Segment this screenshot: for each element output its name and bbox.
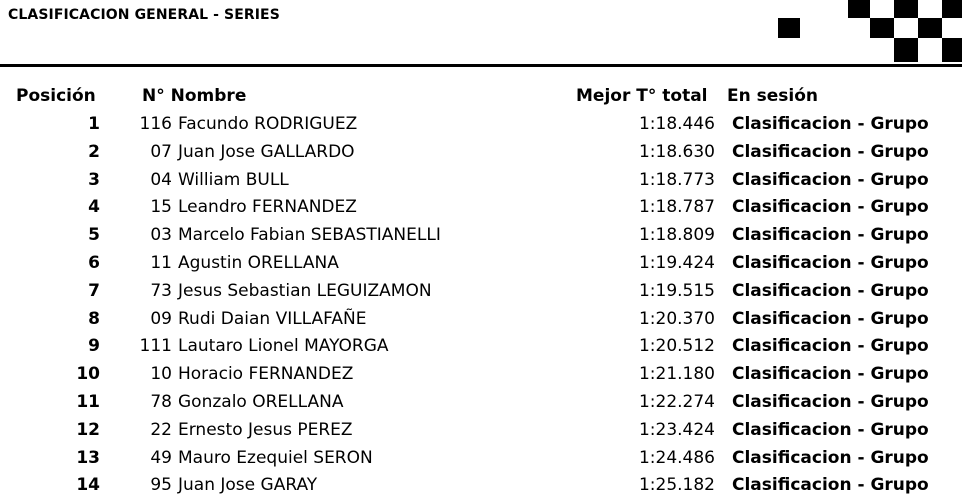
row-session: Clasificacion - Grupo: [732, 336, 929, 357]
row-best-time: 1:20.370: [638, 308, 715, 329]
table-row: [0, 364, 962, 392]
row-best-time: 1:21.180: [638, 364, 715, 385]
row-car-number: 95: [150, 475, 172, 496]
row-session: Clasificacion - Grupo: [732, 364, 929, 385]
row-best-time: 1:22.274: [638, 391, 715, 412]
row-car-number: 09: [150, 308, 172, 329]
table-row: [0, 420, 962, 448]
table-row: [0, 448, 962, 476]
row-session: Clasificacion - Grupo: [732, 169, 929, 190]
row-car-number: 78: [150, 391, 172, 412]
row-position: 12: [76, 419, 100, 440]
table-row: [0, 114, 962, 142]
row-position: 1: [88, 114, 100, 134]
row-car-number: 49: [150, 447, 172, 468]
table-row: [0, 309, 962, 337]
row-driver-name: Ernesto Jesus PEREZ: [178, 419, 353, 440]
row-car-number: 111: [139, 336, 172, 357]
row-car-number: 22: [150, 419, 172, 440]
row-car-number: 04: [150, 169, 172, 190]
row-best-time: 1:18.809: [638, 225, 715, 246]
column-header-position: Posición: [16, 86, 96, 106]
table-row: [0, 475, 962, 503]
row-position: 3: [88, 169, 100, 190]
row-driver-name: Leandro FERNANDEZ: [178, 197, 357, 218]
table-row: [0, 142, 962, 170]
row-car-number: 15: [150, 197, 172, 218]
table-row: [0, 392, 962, 420]
table-row: [0, 253, 962, 281]
row-driver-name: William BULL: [178, 169, 289, 190]
row-best-time: 1:25.182: [638, 475, 715, 496]
row-driver-name: Facundo RODRIGUEZ: [178, 114, 358, 134]
row-position: 7: [88, 280, 100, 301]
table-row: [0, 336, 962, 364]
row-car-number: 07: [150, 141, 172, 162]
row-car-number: 116: [139, 114, 172, 134]
row-car-number: 10: [150, 364, 172, 385]
row-session: Clasificacion - Grupo: [732, 308, 929, 329]
row-driver-name: Mauro Ezequiel SERON: [178, 447, 373, 468]
row-driver-name: Horacio FERNANDEZ: [178, 364, 354, 385]
row-best-time: 1:19.424: [638, 252, 715, 273]
checkered-flag-icon: [776, 0, 962, 62]
column-header-session: En sesión: [727, 86, 819, 106]
row-session: Clasificacion - Grupo: [732, 197, 929, 218]
row-driver-name: Rudi Daian VILLAFAÑE: [178, 308, 367, 329]
row-position: 14: [76, 475, 100, 496]
table-row: [0, 170, 962, 198]
row-driver-name: Marcelo Fabian SEBASTIANELLI: [178, 225, 441, 246]
row-best-time: 1:19.515: [638, 280, 715, 301]
row-session: Clasificacion - Grupo: [732, 280, 929, 301]
header-divider: [0, 64, 962, 67]
row-best-time: 1:18.773: [638, 169, 715, 190]
row-position: 5: [88, 225, 100, 246]
row-position: 9: [88, 336, 100, 357]
table-row: [0, 197, 962, 225]
row-session: Clasificacion - Grupo: [732, 475, 929, 496]
row-driver-name: Lautaro Lionel MAYORGA: [178, 336, 389, 357]
row-session: Clasificacion - Grupo: [732, 252, 929, 273]
row-driver-name: Juan Jose GARAY: [178, 475, 318, 496]
classification-table: [0, 114, 962, 503]
row-driver-name: Juan Jose GALLARDO: [178, 141, 355, 162]
row-session: Clasificacion - Grupo: [732, 419, 929, 440]
row-position: 11: [76, 391, 100, 412]
row-car-number: 03: [150, 225, 172, 246]
row-position: 4: [88, 197, 100, 218]
row-position: 2: [88, 141, 100, 162]
row-position: 6: [88, 252, 100, 273]
row-session: Clasificacion - Grupo: [732, 225, 929, 246]
row-best-time: 1:24.486: [638, 447, 715, 468]
row-best-time: 1:20.512: [638, 336, 715, 357]
row-best-time: 1:18.787: [638, 197, 715, 218]
row-position: 8: [88, 308, 100, 329]
row-car-number: 11: [150, 252, 172, 273]
row-session: Clasificacion - Grupo: [732, 141, 929, 162]
row-best-time: 1:18.630: [638, 141, 715, 162]
column-header-number-name: N° Nombre: [142, 86, 247, 106]
row-session: Clasificacion - Grupo: [732, 114, 929, 134]
row-session: Clasificacion - Grupo: [732, 391, 929, 412]
table-row: [0, 281, 962, 309]
row-position: 13: [76, 447, 100, 468]
row-position: 10: [76, 364, 100, 385]
column-header-best-time: Mejor T° total: [576, 86, 708, 106]
row-driver-name: Agustin ORELLANA: [178, 252, 339, 273]
row-best-time: 1:18.446: [638, 114, 715, 134]
row-session: Clasificacion - Grupo: [732, 447, 929, 468]
row-car-number: 73: [150, 280, 172, 301]
document-title: CLASIFICACION GENERAL - SERIES: [8, 7, 280, 23]
row-best-time: 1:23.424: [638, 419, 715, 440]
row-driver-name: Jesus Sebastian LEGUIZAMON: [178, 280, 432, 301]
table-row: [0, 225, 962, 253]
row-driver-name: Gonzalo ORELLANA: [178, 391, 344, 412]
